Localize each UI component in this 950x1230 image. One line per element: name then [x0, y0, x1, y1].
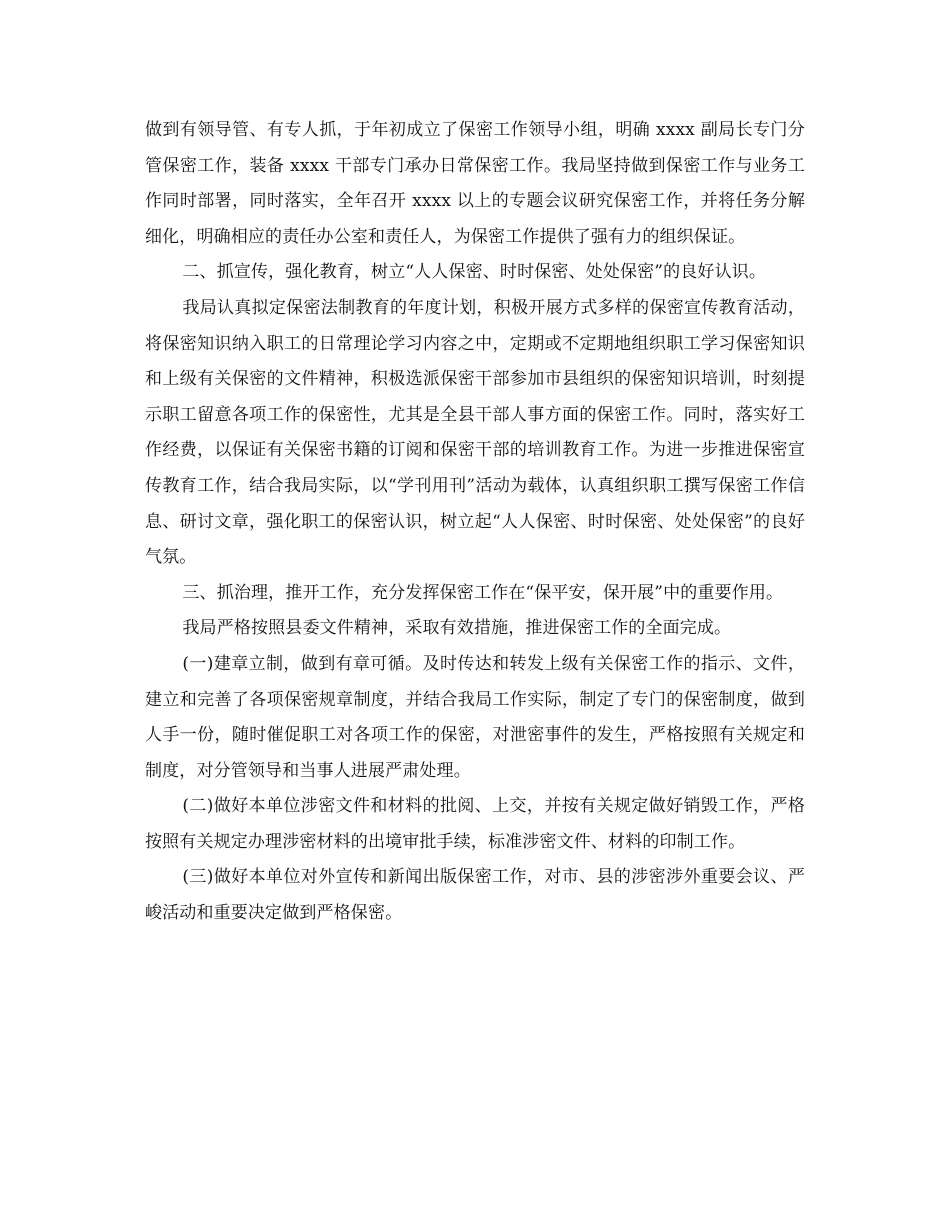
paragraph-continued: 做到有领导管、有专人抓，于年初成立了保密工作领导小组，明确 xxxx 副局长专门分管保密工作，装备 xxxx 干部专门承办日常保密工作。我局坚持做到保密工作与业务工作同时部署，同时落实，全年召开 xxxx 以上的专题会议研究保密工作，并将任务分解细化，明确相应的责任办公室和责任人，为保密工作提供了强有力的组织保证。: [145, 120, 805, 247]
list-item-2: (二)做好本单位涉密文件和材料的批阅、上交，并按有关规定做好销毁工作，严格按照有关规定办理涉密材料的出境审批手续，标准涉密文件、材料的印制工作。: [145, 796, 805, 852]
list-item-1: (一)建章立制，做到有章可循。及时传达和转发上级有关保密工作的指示、文件，建立和完善了各项保密规章制度，并结合我局工作实际，制定了专门的保密制度，做到人手一份，随时催促职工对各项工作的保密，对泄密事件的发生，严格按照有关规定和制度，对分管领导和当事人进展严肃处理。: [145, 653, 805, 781]
paragraph-measures: 我局严格按照县委文件精神，采取有效措施，推进保密工作的全面完成。: [182, 618, 732, 639]
list-item-3: (三)做好本单位对外宣传和新闻出版保密工作，对市、县的涉密涉外重要会议、严峻活动和重要决定做到严格保密。: [145, 867, 805, 924]
section-heading-2: 二、抓宣传，强化教育，树立“人人保密、时时保密、处处保密”的良好认识。: [182, 262, 767, 283]
document-body: [145, 113, 805, 932]
section-heading-3: 三、抓治理，推开工作，充分发挥保密工作在“保平安，保开展”中的重要作用。: [182, 582, 784, 603]
paragraph-propaganda: 我局认真拟定保密法制教育的年度计划，积极开展方式多样的保密宣传教育活动，将保密知识纳入职工的日常理论学习内容之中，定期或不定期地组织职工学习保密知识和上级有关保密的文件精神，积极选派保密干部参加市县组织的保密知识培训，时刻提示职工留意各项工作的保密性，尤其是全县干部人事方面的保密工作。同时，落实好工作经费，以保证有关保密书籍的订阅和保密干部的培训教育工作。为进一步推进保密宣传教育工作，结合我局实际，以“学刊用刊”活动为载体，认真组织职工撰写保密工作信息、研讨文章，强化职工的保密认识，树立起“人人保密、时时保密、处处保密”的良好气氛。: [145, 297, 805, 568]
